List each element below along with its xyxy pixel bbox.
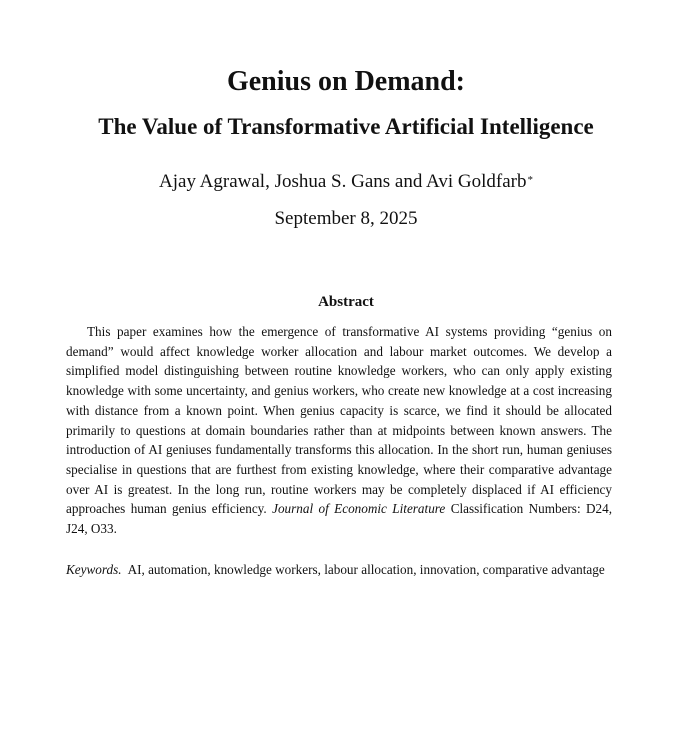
jel-classification: Classification Numbers: D24, J24, O33. — [66, 501, 613, 537]
jel-label: Journal of Economic Literature — [272, 501, 446, 517]
author-line — [0, 170, 692, 194]
paper-date: September 8, 2025 — [274, 208, 418, 229]
abstract-text: This paper examines how the emergence of transformative AI systems providing “genius on demand” would affect knowledge worker allocation and labour market outcomes. We develop a simplified model distinguishing between routine knowledge workers, who can only apply existing knowledge with some uncertainty, and genius workers, who create new knowledge at a cost increasing with distance from a known point. When genius capacity is scarce, we find it should be allocated primarily to questions at domain boundaries rather than at midpoints between known answers. The introduction of AI geniuses fundamentally transforms this allocation. In the short run, human geniuses specialise in questions that are furthest from existing knowledge, where their comparative advantage over AI is greatest. In the long run, routine workers may be completely displaced if AI efficiency approaches human genius efficiency. — [66, 324, 612, 517]
abstract-heading: Abstract — [318, 294, 374, 310]
paper-title: Genius on Demand: — [226, 66, 466, 97]
paper-subtitle: The Value of Transformative Artificial Intelligence — [98, 114, 594, 139]
author-names: Ajay Agrawal, Joshua S. Gans and Avi Goldfarb — [159, 171, 527, 192]
keywords-paragraph — [66, 560, 612, 580]
keywords-label: Keywords. — [66, 562, 122, 577]
author-footnote-mark: * — [527, 174, 533, 186]
abstract-body — [66, 322, 612, 539]
keywords-text: AI, automation, knowledge workers, labour allocation, innovation, comparative advantage — [127, 562, 605, 577]
